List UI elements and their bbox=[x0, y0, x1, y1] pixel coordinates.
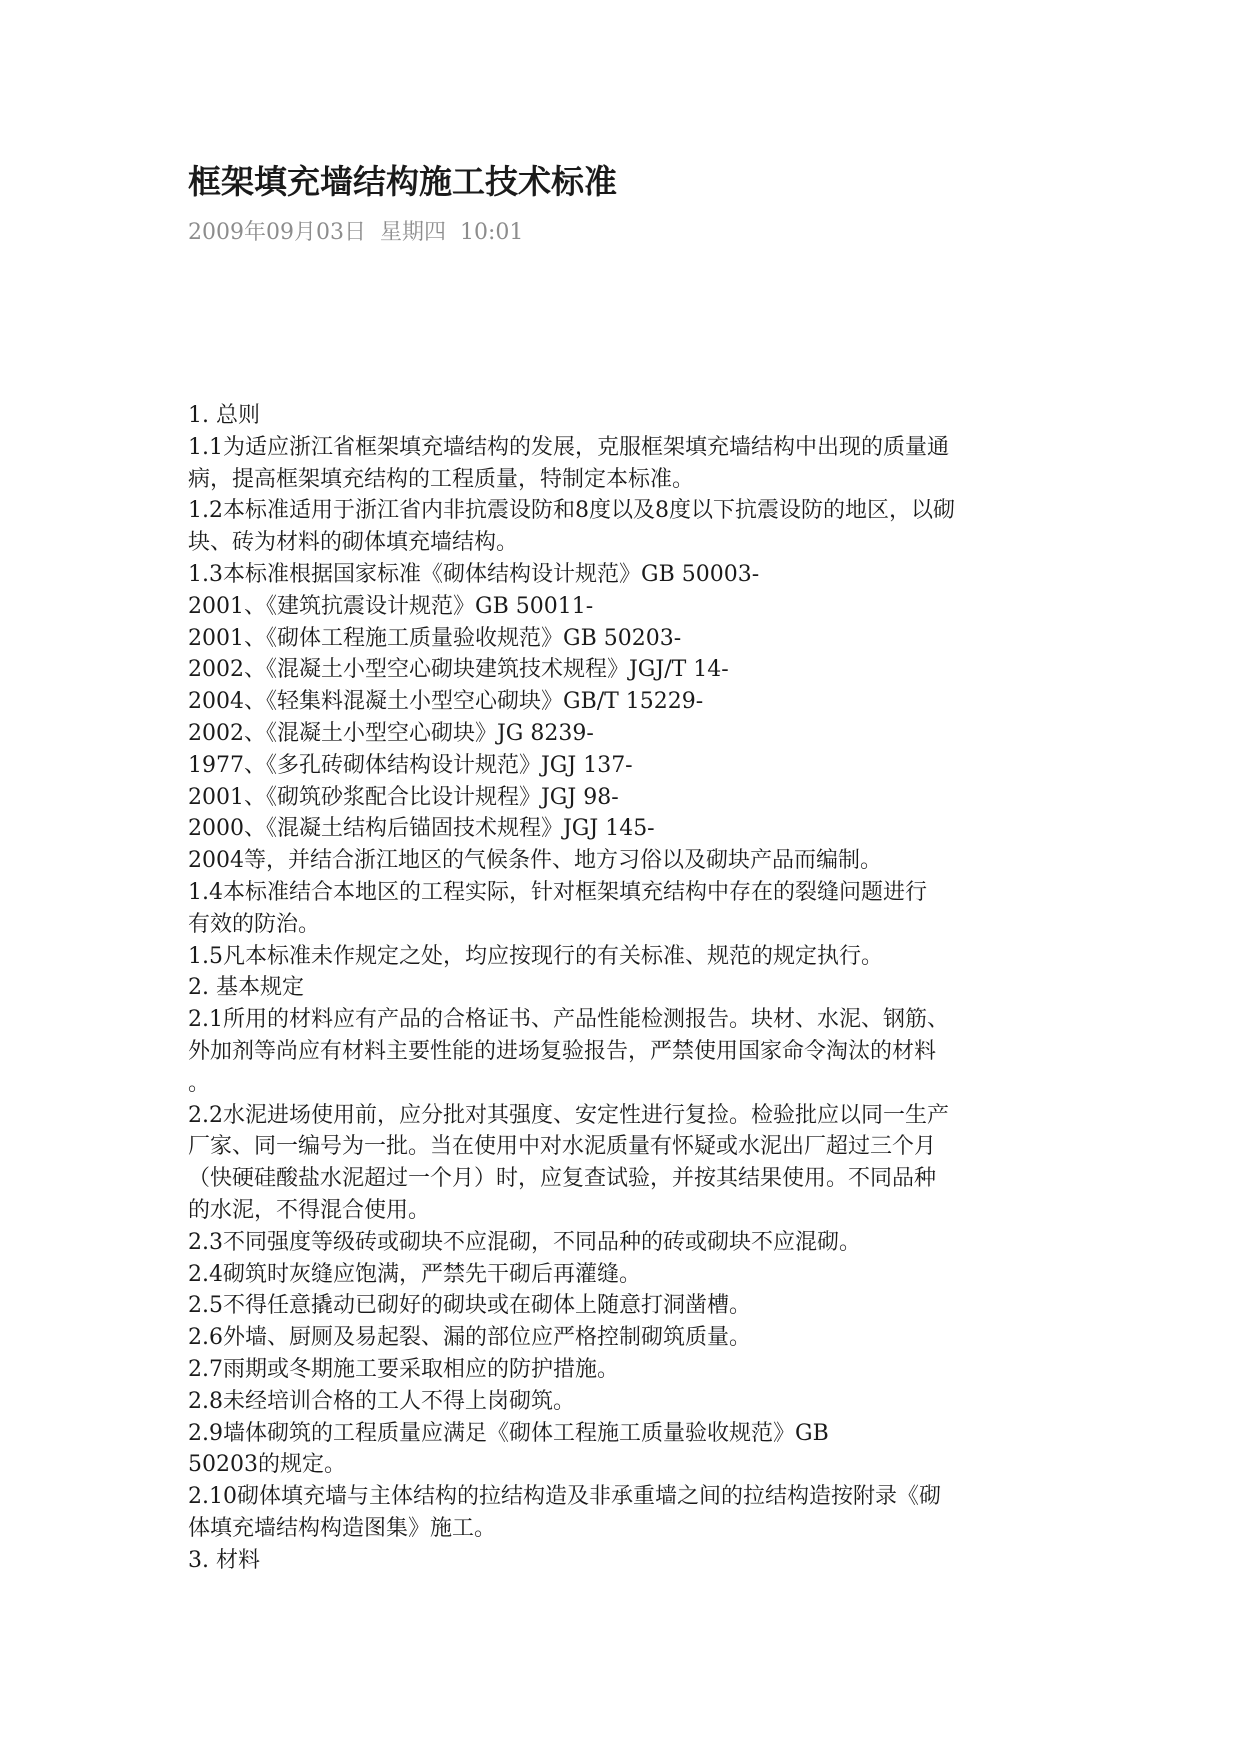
document-line: 2.3不同强度等级砖或砌块不应混砌，不同品种的砖或砌块不应混砌。 bbox=[188, 1229, 861, 1255]
document-line: 体填充墙结构构造图集》施工。 bbox=[188, 1515, 497, 1541]
document-line: 2.2水泥进场使用前，应分批对其强度、安定性进行复捡。检验批应以同一生产 bbox=[188, 1102, 949, 1128]
document-line: 1.3本标准根据国家标准《砌体结构设计规范》GB 50003- bbox=[188, 561, 760, 587]
document-line: 2002、《混凝土小型空心砌块》JG 8239- bbox=[188, 720, 594, 746]
document-body bbox=[188, 400, 1068, 1576]
document-line: 外加剂等尚应有材料主要性能的进场复验报告，严禁使用国家命令淘汰的材料 bbox=[188, 1038, 937, 1064]
document-line: 2001、《砌体工程施工质量验收规范》GB 50203- bbox=[188, 625, 682, 651]
document-line: （快硬硅酸盐水泥超过一个月）时，应复查试验，并按其结果使用。不同品种 bbox=[188, 1166, 937, 1192]
document-line: 1977、《多孔砖砌体结构设计规范》JGJ 137- bbox=[188, 752, 633, 778]
document-line: 2004等，并结合浙江地区的气候条件、地方习俗以及砌块产品而编制。 bbox=[188, 848, 882, 874]
document-line: 病，提高框架填充结构的工程质量，特制定本标准。 bbox=[188, 466, 695, 492]
document-line: 2. 基本规定 bbox=[188, 975, 304, 1001]
document-line: 2.10砌体填充墙与主体结构的拉结构造及非承重墙之间的拉结构造按附录《砌 bbox=[188, 1484, 941, 1510]
document-line: 块、砖为材料的砌体填充墙结构。 bbox=[188, 530, 519, 556]
document-line: 1.4本标准结合本地区的工程实际，针对框架填充结构中存在的裂缝问题进行 bbox=[188, 879, 927, 905]
document-line: 2001、《砌筑砂浆配合比设计规程》JGJ 98- bbox=[188, 784, 619, 810]
document-line: 1.5凡本标准未作规定之处，均应按现行的有关标准、规范的规定执行。 bbox=[188, 943, 883, 969]
document-line: 2.4砌筑时灰缝应饱满，严禁先干砌后再灌缝。 bbox=[188, 1261, 641, 1287]
document-line: 2.1所用的材料应有产品的合格证书、产品性能检测报告。块材、水泥、钢筋、 bbox=[188, 1007, 949, 1033]
document-line: 的水泥，不得混合使用。 bbox=[188, 1197, 431, 1223]
document-line: 厂家、同一编号为一批。当在使用中对水泥质量有怀疑或水泥出厂超过三个月 bbox=[188, 1134, 937, 1160]
document-line: 2001、《建筑抗震设计规范》GB 50011- bbox=[188, 593, 594, 619]
document-line: 2000、《混凝土结构后锚固技术规程》JGJ 145- bbox=[188, 816, 655, 842]
document-line: 2002、《混凝土小型空心砌块建筑技术规程》JGJ/T 14- bbox=[188, 657, 729, 683]
document-line: 1. 总则 bbox=[188, 403, 260, 428]
document-line: 2004、《轻集料混凝土小型空心砌块》GB/T 15229- bbox=[188, 689, 704, 715]
document-line: 1.1为适应浙江省框架填充墙结构的发展，克服框架填充墙结构中出现的质量通 bbox=[188, 434, 949, 460]
document-line: 有效的防治。 bbox=[188, 911, 321, 937]
document-line: 。 bbox=[188, 1070, 211, 1096]
document-line: 2.9墙体砌筑的工程质量应满足《砌体工程施工质量验收规范》GB bbox=[188, 1420, 829, 1446]
document-line: 2.8未经培训合格的工人不得上岗砌筑。 bbox=[188, 1388, 575, 1414]
document-date: 2009年09月03日 星期四 10:01 bbox=[188, 220, 524, 245]
document-line: 2.7雨期或冬期施工要采取相应的防护措施。 bbox=[188, 1356, 619, 1382]
document-title: 框架填充墙结构施工技术标准 bbox=[188, 162, 617, 201]
document-line: 50203的规定。 bbox=[188, 1452, 346, 1478]
document-line: 1.2本标准适用于浙江省内非抗震设防和8度以及8度以下抗震设防的地区，以砌 bbox=[188, 498, 955, 524]
document-line: 2.5不得任意撬动已砌好的砌块或在砌体上随意打洞凿槽。 bbox=[188, 1293, 751, 1319]
document-line: 3. 材料 bbox=[188, 1547, 260, 1573]
document-line: 2.6外墙、厨厕及易起裂、漏的部位应严格控制砌筑质量。 bbox=[188, 1325, 751, 1351]
